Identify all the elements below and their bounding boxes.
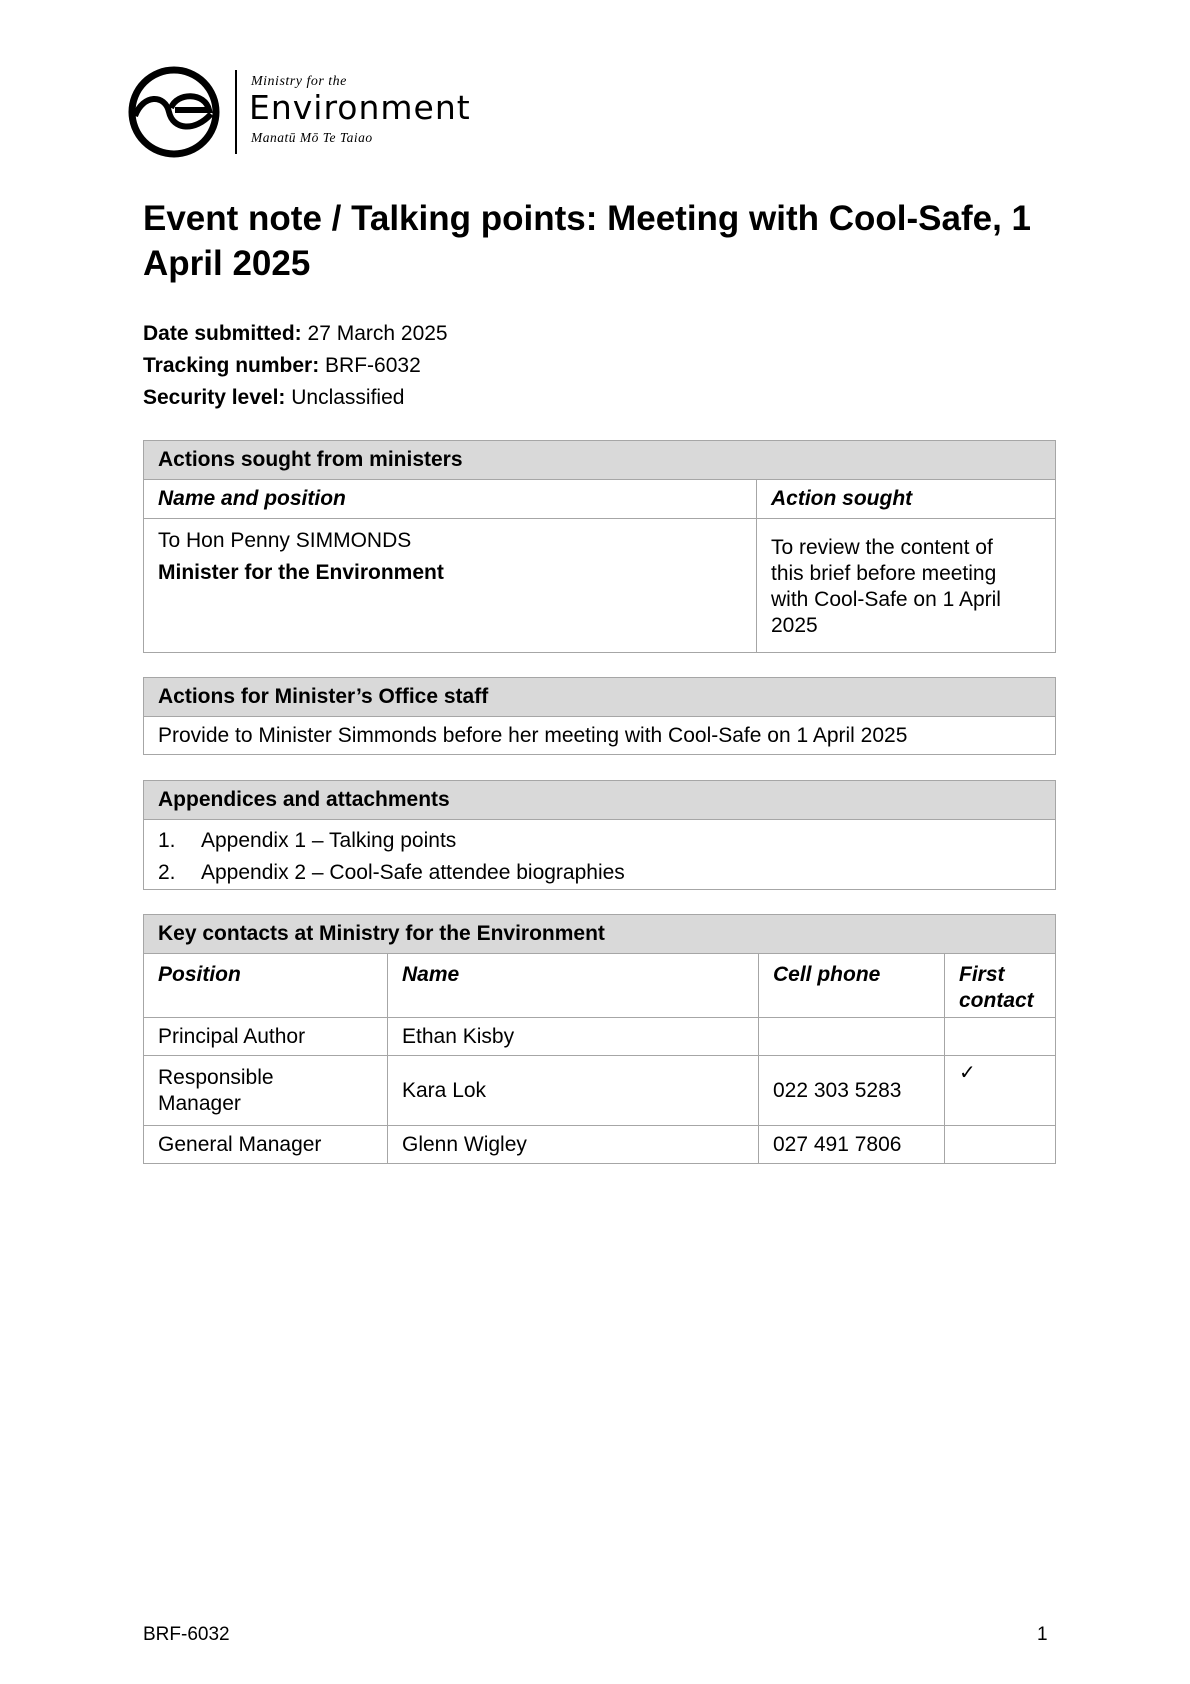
- appendix-item: [158, 825, 1041, 857]
- table-row: [144, 1056, 1056, 1126]
- date-value: 27 March 2025: [301, 322, 448, 345]
- logo-ministry-text: Ministry for the: [251, 74, 347, 89]
- appendix-text: Appendix 2 – Cool-Safe attendee biographies: [201, 861, 625, 884]
- appendix-text: Appendix 1 – Talking points: [201, 829, 457, 852]
- logo-maori-text: Manatū Mō Te Taiao: [251, 130, 373, 145]
- contact-first: [945, 1126, 1056, 1164]
- contact-name: Glenn Wigley: [388, 1126, 759, 1164]
- cell-phone-header: Cell phone: [759, 954, 945, 1018]
- security-label: Security level:: [143, 386, 286, 409]
- security-value: Unclassified: [285, 386, 405, 409]
- name-header: Name: [388, 954, 759, 1018]
- first-contact-header: First contact: [945, 954, 1056, 1018]
- contact-phone: [759, 1018, 945, 1056]
- footer-reference: BRF-6032: [143, 1624, 230, 1645]
- date-submitted: [143, 318, 448, 350]
- ministry-logo: [125, 64, 485, 162]
- contact-name: Kara Lok: [388, 1056, 759, 1126]
- key-contacts-heading: Key contacts at Ministry for the Environment: [144, 915, 1056, 954]
- first-contact-check-icon: ✓: [945, 1056, 1056, 1126]
- document-meta: [143, 318, 448, 414]
- page-number: 1: [1037, 1624, 1048, 1645]
- tracking-value: BRF-6032: [319, 354, 421, 377]
- action-sought-text: To review the content of this brief before meeting with Cool-Safe on 1 April 2025: [757, 519, 1056, 653]
- table-row: [144, 1126, 1056, 1164]
- contact-phone: 027 491 7806: [759, 1126, 945, 1164]
- contact-position: Responsible Manager: [144, 1056, 388, 1126]
- tracking-label: Tracking number:: [143, 354, 320, 377]
- actions-office-heading: Actions for Minister’s Office staff: [144, 678, 1056, 717]
- key-contacts-table: [143, 914, 1056, 1164]
- security-level: [143, 382, 448, 414]
- appendices-list: [144, 820, 1056, 890]
- recipient-cell: [144, 519, 757, 653]
- recipient-position: Minister for the Environment: [158, 561, 444, 584]
- appendices-heading: Appendices and attachments: [144, 781, 1056, 820]
- actions-office-table: [143, 677, 1056, 755]
- contact-phone: 022 303 5283: [759, 1056, 945, 1126]
- tracking-number: [143, 350, 448, 382]
- document-title: Event note / Talking points: Meeting with Cool-Safe, 1 April 2025: [143, 199, 1032, 283]
- ministry-logo-icon: [125, 64, 225, 162]
- contact-position: General Manager: [144, 1126, 388, 1164]
- action-sought-header: Action sought: [757, 480, 1056, 519]
- logo-divider: [235, 70, 237, 154]
- contact-name: Ethan Kisby: [388, 1018, 759, 1056]
- appendix-item: [158, 857, 1041, 889]
- actions-office-text: Provide to Minister Simmonds before her meeting with Cool-Safe on 1 April 2025: [144, 717, 1056, 755]
- logo-environment-text: Environment: [249, 88, 471, 127]
- actions-ministers-table: [143, 440, 1056, 653]
- recipient-name: To Hon Penny SIMMONDS: [158, 529, 412, 552]
- contact-first: [945, 1018, 1056, 1056]
- position-header: Position: [144, 954, 388, 1018]
- appendices-table: [143, 780, 1056, 890]
- name-position-header: Name and position: [144, 480, 757, 519]
- actions-ministers-heading: Actions sought from ministers: [144, 441, 1056, 480]
- contact-position: Principal Author: [144, 1018, 388, 1056]
- appendix-number: 2.: [158, 861, 176, 884]
- table-row: [144, 1018, 1056, 1056]
- date-label: Date submitted:: [143, 322, 302, 345]
- appendix-number: 1.: [158, 829, 176, 852]
